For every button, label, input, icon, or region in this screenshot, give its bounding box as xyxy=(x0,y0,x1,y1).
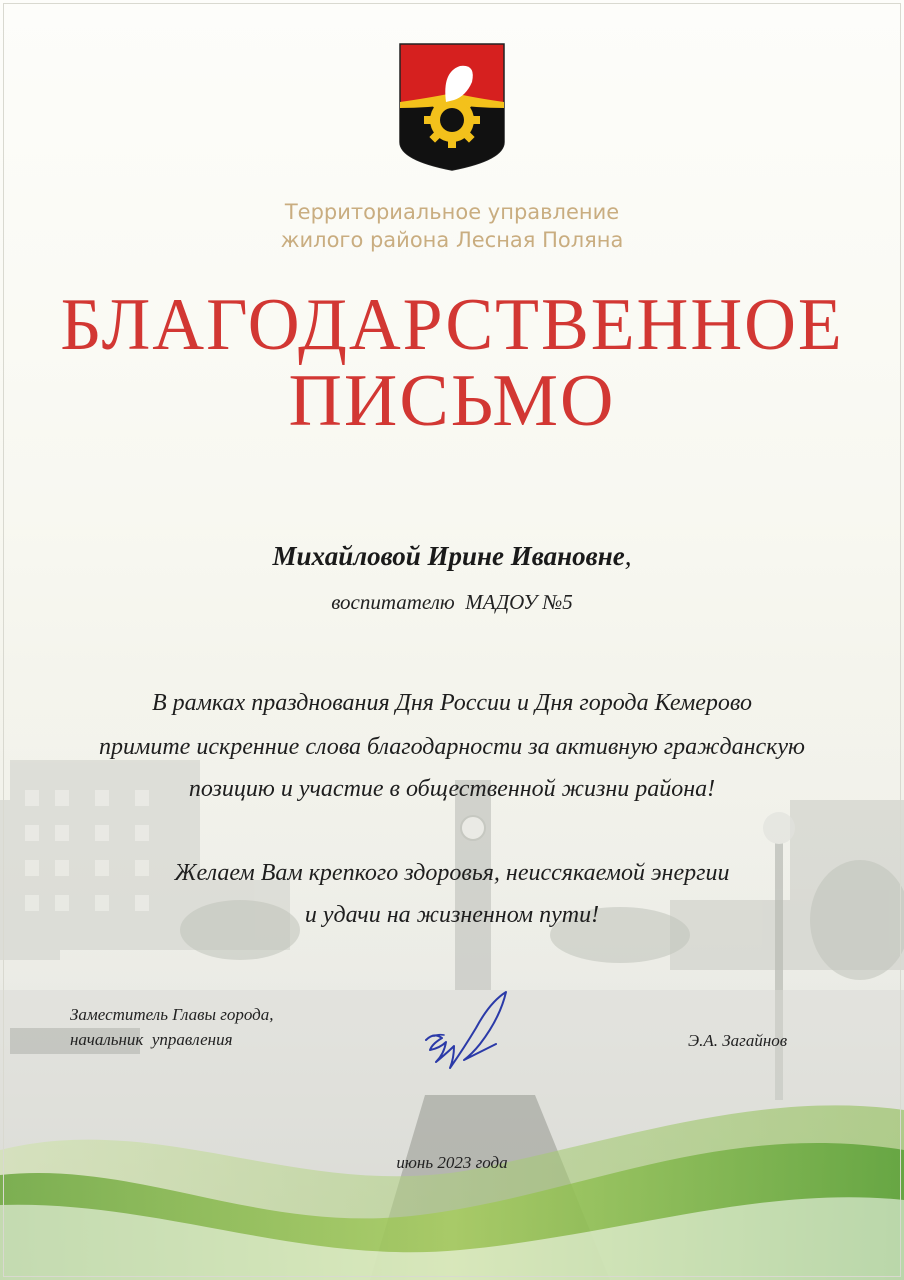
signatory-name: Э.А. Загайнов xyxy=(688,1031,788,1050)
handwritten-signature xyxy=(420,988,520,1078)
recipient-name-line xyxy=(0,541,904,572)
document-title-line-2: ПИСЬМО xyxy=(288,360,616,442)
coat-of-arms-emblem xyxy=(398,42,506,172)
organization-line-1: Территориальное управление xyxy=(284,200,620,224)
message-line: позицию и участие в общественной жизни района! xyxy=(188,776,716,802)
recipient-position: воспитателю МАДОУ №5 xyxy=(331,590,573,614)
document-title-line-1: БЛАГОДАРСТВЕННОЕ xyxy=(60,284,844,366)
signatory-title xyxy=(70,1002,274,1052)
wish-line: и удачи на жизненном пути! xyxy=(304,902,600,928)
signatory-title-line-1: Заместитель Главы города, xyxy=(70,1005,274,1024)
recipient-name: Михайловой Ирине Ивановне xyxy=(272,541,625,571)
message-line: В рамках празднования Дня России и Дня города Кемерово xyxy=(151,690,753,716)
signatory-title-line-2: начальник управления xyxy=(70,1030,233,1049)
wish-line: Желаем Вам крепкого здоровья, неиссякаемой энергии xyxy=(174,860,730,886)
message-line: примите искренние слова благодарности за активную гражданскую xyxy=(99,734,805,760)
organization-line-2: жилого района Лесная Поляна xyxy=(280,228,624,252)
recipient-name-suffix: , xyxy=(624,541,632,571)
issue-date: июнь 2023 года xyxy=(396,1153,508,1172)
